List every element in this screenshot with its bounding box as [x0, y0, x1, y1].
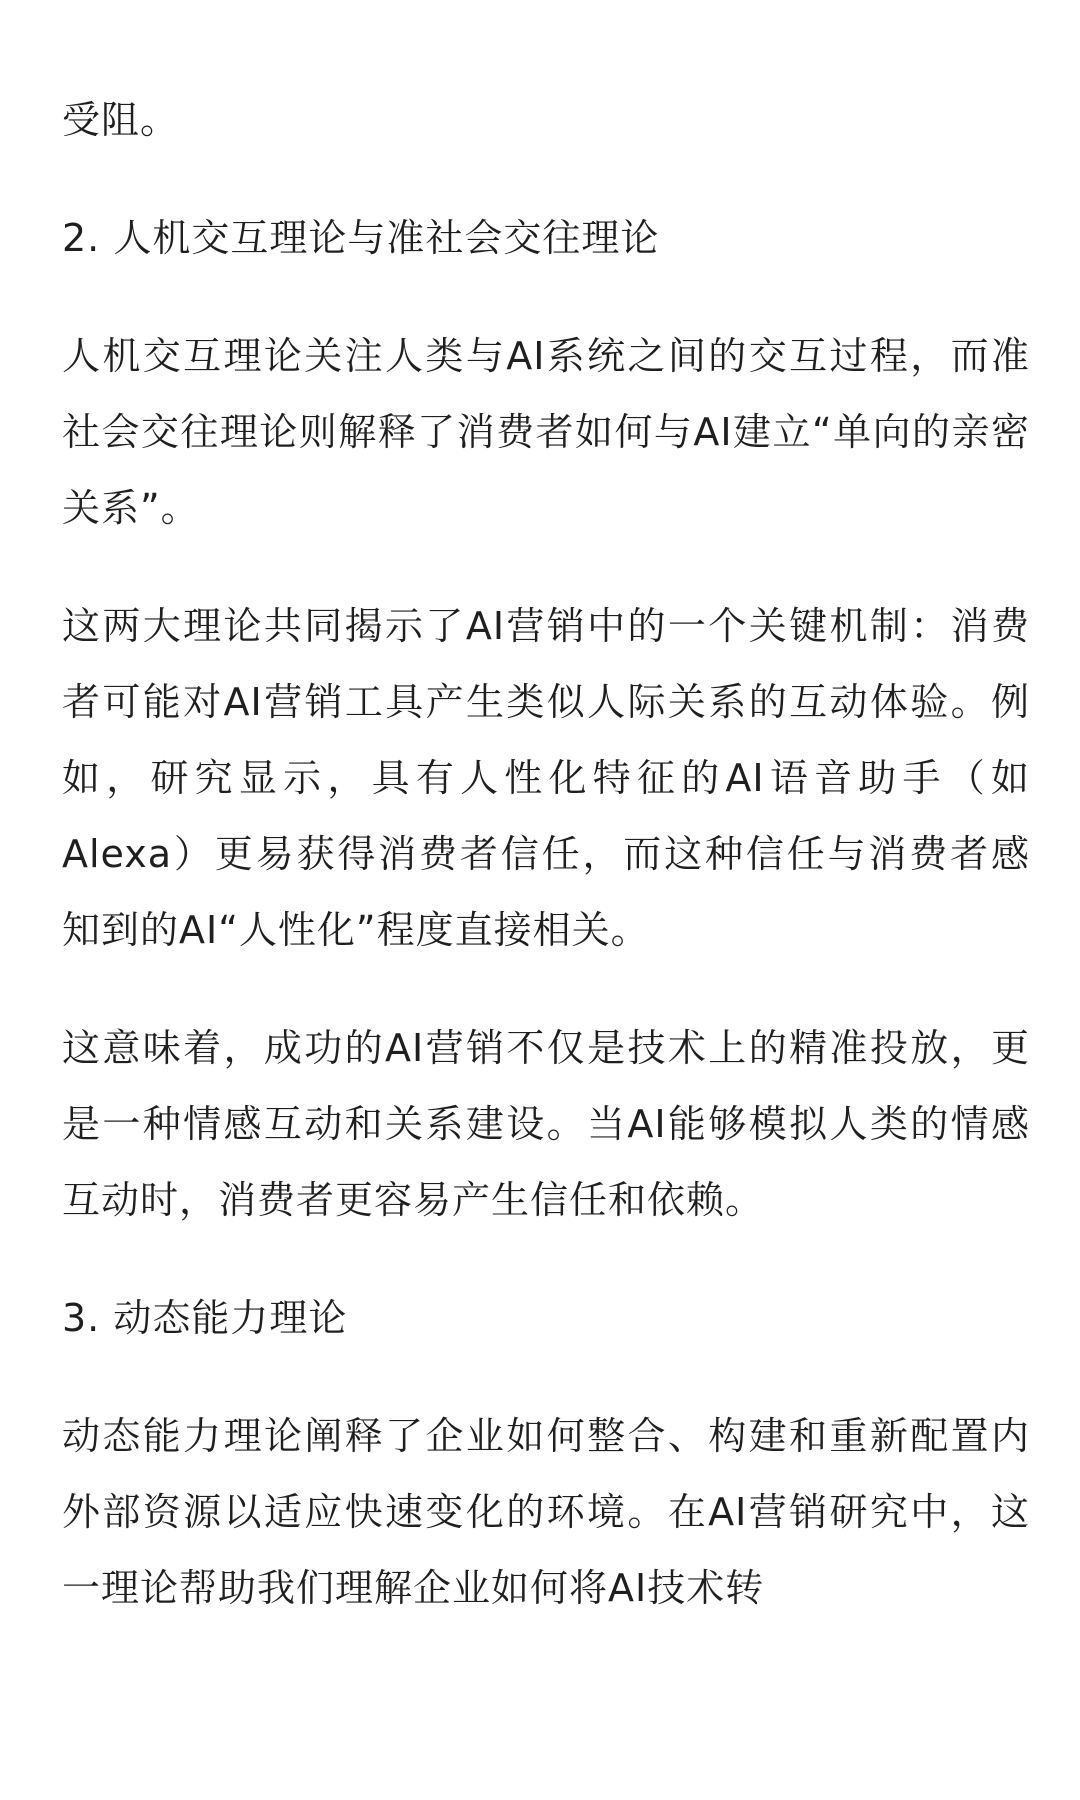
paragraph-implication: 这意味着，成功的AI营销不仅是技术上的精准投放，更是一种情感互动和关系建设。当AI能够模拟人类的情感互动时，消费者更容易产生信任和依赖。: [62, 1026, 1030, 1222]
paragraph-hci-theory: 人机交互理论关注人类与AI系统之间的交互过程，而准社会交往理论则解释了消费者如何与AI建立“单向的亲密关系”。: [62, 334, 1030, 530]
section-heading-3: 3. 动态能力理论: [62, 1296, 348, 1340]
article-body: [62, 82, 1030, 1668]
paragraph-key-mechanism: 这两大理论共同揭示了AI营销中的一个关键机制：消费者可能对AI营销工具产生类似人际关系的互动体验。例如，研究显示，具有人性化特征的AI语音助手（如Alexa）更易获得消费者信任，而这种信任与消费者感知到的AI“人性化”程度直接相关。: [62, 604, 1030, 952]
paragraph-dynamic-capability: 动态能力理论阐释了企业如何整合、构建和重新配置内外部资源以适应快速变化的环境。在AI营销研究中，这一理论帮助我们理解企业如何将AI技术转: [62, 1414, 1030, 1610]
paragraph-continuation: 受阻。: [62, 98, 180, 142]
section-heading-2: 2. 人机交互理论与准社会交往理论: [62, 216, 660, 260]
